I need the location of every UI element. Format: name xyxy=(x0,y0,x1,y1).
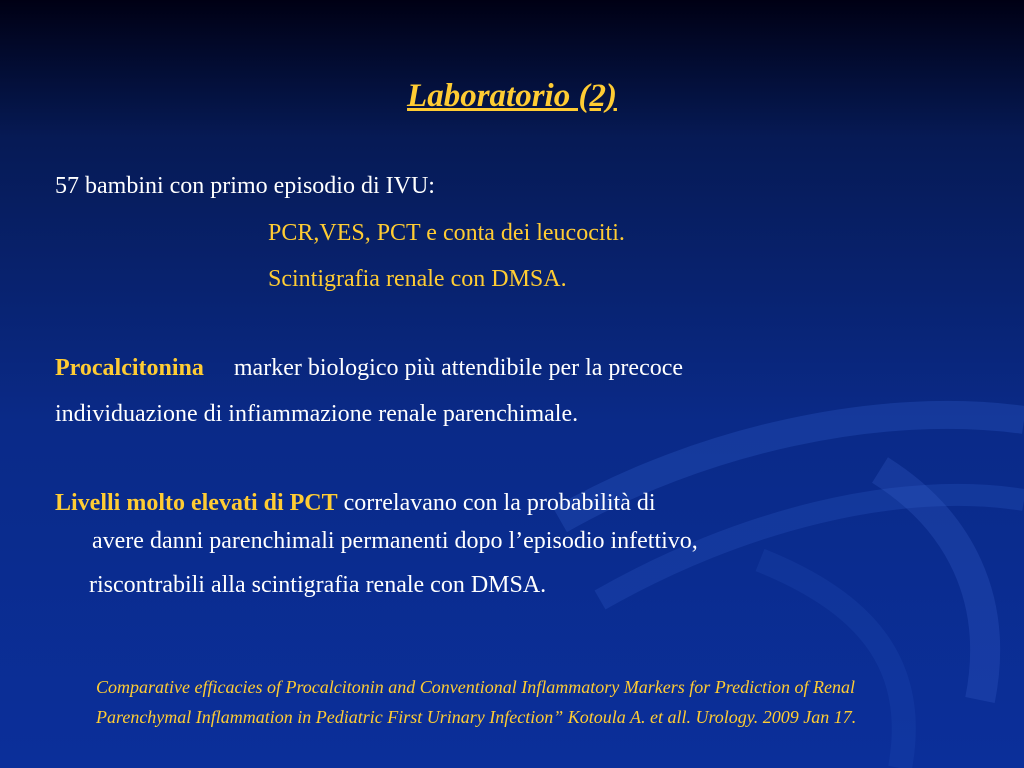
intro-text: 57 bambini con primo episodio di IVU: xyxy=(55,173,435,199)
test-item-2: Scintigrafia renale con DMSA. xyxy=(268,266,567,292)
procalcitonina-term: Procalcitonina xyxy=(55,355,204,381)
reference-line-1: Comparative efficacies of Procalcitonin and Conventional Inflammatory Markers for Prediction of Renal xyxy=(96,677,856,697)
pct-term: Livelli molto elevati di PCT xyxy=(55,490,338,516)
pct-line-2: avere danni parenchimali permanenti dopo l’episodio infettivo, xyxy=(92,528,698,554)
slide-title: Laboratorio (2) xyxy=(407,78,617,114)
procalcitonina-line-2: individuazione di infiammazione renale parenchimale. xyxy=(55,401,579,427)
procalcitonina-line-1 xyxy=(55,355,683,382)
pct-text-1: correlavano con la probabilità di xyxy=(343,490,656,516)
reference-line-2: Parenchymal Inflammation in Pediatric First Urinary Infection” Kotoula A. et all. Urology. 2009 Jan 17. xyxy=(96,707,857,727)
pct-line-1 xyxy=(55,490,656,517)
test-item-1: PCR,VES, PCT e conta dei leucociti. xyxy=(268,220,625,246)
procalcitonina-text: marker biologico più attendibile per la precoce xyxy=(233,355,684,381)
pct-line-3: riscontrabili alla scintigrafia renale con DMSA. xyxy=(89,572,547,598)
